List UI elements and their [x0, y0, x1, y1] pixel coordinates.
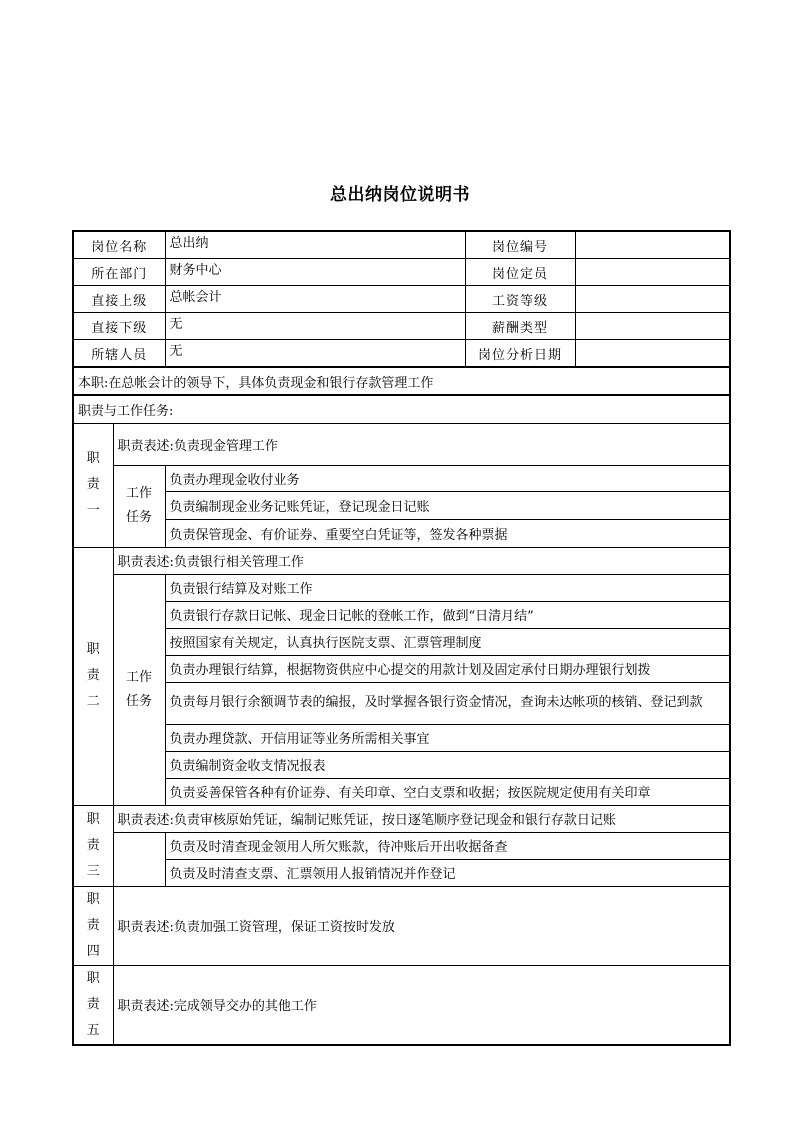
info-value — [575, 259, 730, 286]
task-row — [73, 519, 730, 547]
job-description-table — [72, 230, 731, 1046]
info-value — [575, 313, 730, 340]
task-row — [73, 655, 730, 682]
info-row — [73, 313, 730, 340]
task-label-empty — [113, 832, 165, 886]
duty-statement: 完成领导交办的其他工作 — [173, 999, 317, 1014]
duty-statement-label: 职责表述: — [117, 999, 174, 1014]
task-row — [73, 859, 730, 886]
role-label: 本职: — [78, 375, 109, 391]
info-row — [73, 340, 730, 368]
info-value — [575, 286, 730, 313]
task-row — [73, 682, 730, 724]
info-value: 财务中心 — [165, 259, 465, 286]
duty-name: 职责二 — [73, 547, 113, 805]
duty-statement: 负责审核原始凭证，编制记账凭证，按日逐笔顺序登记现金和银行存款日记账 — [173, 813, 616, 828]
task-item: 负责每月银行余额调节表的编报，及时掌握各银行资金情况，查询未达帐项的核销、登记到款 — [165, 682, 730, 724]
info-label: 所辖人员 — [73, 340, 165, 368]
page-title: 总出纳岗位说明书 — [330, 185, 470, 205]
task-item: 负责办理现金收付业务 — [165, 465, 730, 491]
task-row — [73, 628, 730, 655]
info-value — [575, 340, 730, 368]
duty-statement-label: 职责表述: — [117, 813, 174, 828]
info-row — [73, 231, 730, 259]
info-label: 岗位名称 — [73, 231, 165, 259]
info-label: 薪酬类型 — [465, 313, 575, 340]
task-item: 按照国家有关规定，认真执行医院支票、汇票管理制度 — [165, 628, 730, 655]
info-label: 岗位编号 — [465, 231, 575, 259]
duties-header-row — [73, 395, 730, 423]
info-value: 总帐会计 — [165, 286, 465, 313]
info-label: 工资等级 — [465, 286, 575, 313]
duty-statement: 负责银行相关管理工作 — [173, 555, 304, 570]
info-value: 无 — [165, 313, 465, 340]
task-item: 负责办理银行结算，根据物资供应中心提交的用款计划及固定承付日期办理银行划拨 — [165, 655, 730, 682]
duty-statement-row — [73, 805, 730, 832]
task-item: 负责编制现金业务记账凭证，登记现金日记账 — [165, 491, 730, 519]
task-row — [73, 491, 730, 519]
task-item: 负责编制资金收支情况报表 — [165, 751, 730, 778]
duty-statement-row — [73, 965, 730, 1045]
duties-header: 职责与工作任务: — [73, 395, 730, 423]
info-label: 直接上级 — [73, 286, 165, 313]
duty-statement-label: 职责表述: — [117, 920, 174, 935]
task-row — [73, 751, 730, 778]
task-item: 负责办理贷款、开信用证等业务所需相关事宜 — [165, 724, 730, 751]
task-row — [73, 574, 730, 601]
task-row — [73, 778, 730, 805]
duty-statement: 负责加强工资管理，保证工资按时发放 — [173, 920, 395, 935]
info-label: 所在部门 — [73, 259, 165, 286]
task-item: 负责及时清查支票、汇票领用人报销情况并作登记 — [165, 859, 730, 886]
task-item: 负责银行结算及对账工作 — [165, 574, 730, 601]
duty-statement-row — [73, 547, 730, 574]
duty-name: 职责五 — [73, 965, 113, 1045]
task-row — [73, 724, 730, 751]
duty-name: 职责四 — [73, 886, 113, 965]
task-row — [73, 465, 730, 491]
duty-statement-label: 职责表述: — [117, 555, 174, 570]
duty-statement-row — [73, 886, 730, 965]
task-label: 工作任务 — [113, 465, 165, 547]
duty-statement-row — [73, 423, 730, 465]
info-label: 岗位分析日期 — [465, 340, 575, 368]
info-value: 无 — [165, 340, 465, 368]
duty-name: 职责一 — [73, 423, 113, 547]
info-row — [73, 286, 730, 313]
task-row — [73, 601, 730, 628]
role-text: 在总帐会计的领导下，具体负责现金和银行存款管理工作 — [108, 375, 434, 391]
info-label: 岗位定员 — [465, 259, 575, 286]
duty-name: 职责三 — [73, 805, 113, 886]
info-value: 总出纳 — [165, 231, 465, 259]
task-item: 负责妥善保管各种有价证券、有关印章、空白支票和收据；按医院规定使用有关印章 — [165, 778, 730, 805]
info-label: 直接下级 — [73, 313, 165, 340]
info-row — [73, 259, 730, 286]
duty-statement: 负责现金管理工作 — [173, 438, 278, 454]
task-label: 工作任务 — [113, 574, 165, 805]
role-row — [73, 367, 730, 395]
task-row — [73, 832, 730, 859]
task-item: 负责及时清查现金领用人所欠账款，待冲账后开出收据备查 — [165, 832, 730, 859]
info-value — [575, 231, 730, 259]
task-item: 负责保管现金、有价证券、重要空白凭证等，签发各种票据 — [165, 519, 730, 547]
duty-statement-label: 职责表述: — [117, 438, 174, 454]
task-item: 负责银行存款日记帐、现金日记帐的登帐工作，做到“日清月结” — [165, 601, 730, 628]
